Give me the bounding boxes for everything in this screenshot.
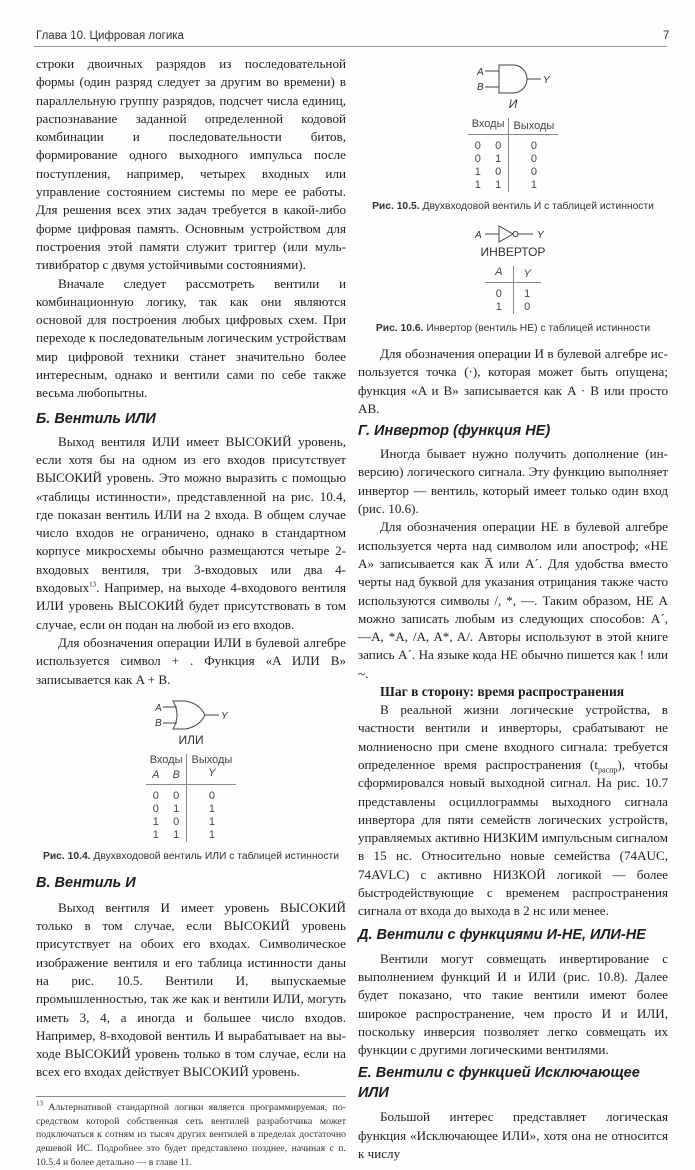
table-cell: 0 — [495, 166, 502, 178]
table-row — [146, 816, 237, 829]
input-a-label: A — [477, 67, 484, 78]
table-cell: 0 — [509, 166, 558, 179]
gate-label: И — [508, 97, 518, 111]
table-row — [468, 153, 559, 166]
paragraph: Для обозначения операции И в булевой алгебре используется точка (·), которая может быть опущена; функция «A и B» записывается как A · B или просто AB. — [358, 346, 668, 416]
inverter-symbol — [473, 223, 553, 245]
table-row — [468, 179, 559, 192]
figure-caption — [358, 322, 668, 335]
or-gate-symbol — [141, 697, 241, 733]
right-column — [358, 55, 668, 1163]
output-y-label: Y — [221, 710, 228, 722]
outputs-header: Выходы — [187, 754, 236, 767]
footnote-mark: 13 — [36, 1099, 43, 1108]
table-cell: 1 — [474, 179, 481, 191]
table-cell: 1 — [513, 283, 541, 302]
section-heading-not: Г. Инвертор (функция НЕ) — [358, 423, 551, 440]
caption-text: Двухвходовой вентиль ИЛИ с таблицей истинности — [93, 850, 339, 862]
text: В реальной жизни логические устройства, в частности вентили и инверторы, срабатывают не молниеносно при смене входного сигнала: требуется определенное время распространения (t — [358, 702, 668, 772]
paragraph: Вентили могут совмещать инвертирование с выполнением функций И и ИЛИ (рис. 10.8). Далее будет показано, что такие вентили имеют более широкое распространение, чем просто И и ИЛИ, поскольку инверсия позволяет легко совмещать их функции с другими логическими вентилями. — [358, 950, 668, 1058]
table-cell: 0 — [495, 140, 502, 152]
table-cell: 1 — [173, 802, 180, 815]
section-heading-and: В. Вентиль И — [36, 874, 136, 891]
output-y-label: Y — [537, 230, 544, 241]
table-cell: 1 — [474, 166, 481, 178]
gate-label: ИНВЕРТОР — [480, 245, 546, 259]
table-cell: 1 — [187, 829, 236, 842]
section-heading-nand-nor: Д. Вентили с функциями И-НЕ, ИЛИ-НЕ — [358, 926, 646, 943]
table-cell: 1 — [495, 301, 502, 313]
truth-table-inverter — [485, 266, 541, 314]
col-a: A — [485, 266, 513, 283]
table-cell: 0 — [173, 789, 180, 802]
caption-text: Инвертор (вентиль НЕ) с таблицей истинности — [426, 323, 651, 334]
table-cell: 1 — [495, 153, 502, 165]
truth-table-or — [146, 754, 237, 842]
paragraph: Вначале следует рассмотреть вентили и комбинационную логику, так как они являются основой для построения любых цифровых схем. При переходе к последовательным логическим устройствам мир цифровой техники станет значительно более интересным, однако и вентили сами по себе также весьма любопытны. — [36, 275, 346, 401]
paragraph — [36, 433, 346, 634]
table-row — [146, 803, 237, 816]
table-cell: 0 — [509, 135, 558, 154]
col-y: Y — [513, 266, 541, 283]
table-cell: 0 — [474, 153, 481, 165]
caption-number: Рис. 10.4. — [42, 850, 91, 862]
table-cell: 0 — [495, 288, 502, 300]
figure-caption — [36, 850, 346, 863]
col-b: B — [166, 767, 187, 785]
caption-number: Рис. 10.5. — [372, 201, 420, 212]
subscript: распр — [597, 765, 618, 775]
col-a: A — [146, 767, 166, 785]
paragraph: Для обозначения операции ИЛИ в булевой алгебре используется символ + . Функция «A ИЛИ B» записывается как A + B. — [36, 634, 346, 687]
paragraph: Выход вентиля И имеет уровень ВЫСОКИЙ только в том случае, если ВЫСОКИЙ уровень присутствует на обоих его входах. Символическое изображение вентиля и его таблица истинности даны на рис. 10.5. Вентили И, выпускаемые промышленностью, так же как и вентили ИЛИ, могуть иметь 3, 4, а иногда и большее число входов. Например, 8-входовой вентиль И вырабатывает на выходе ВЫСОКИЙ уровень только в том случае, если на всех его входах действует ВЫСОКИЙ уровень. — [36, 899, 346, 1080]
gate-label: ИЛИ — [178, 732, 204, 747]
figure-and-gate — [358, 61, 668, 192]
page-number: 7 — [663, 30, 670, 42]
table-cell: 0 — [152, 802, 159, 815]
col-y: Y — [187, 767, 236, 785]
text: ), чтобы сформировался новый выходной сигнал. На рис. 10.7 представлены осциллограммы выходного сигнала инвертора для пяти семейств логических устройств, управляемых активно НИЗКИМ импульсным сигналом в 15 нс. Относительно новые семейства (74AUC, 74AVLC) с активно НИЗКОЙ логикой — более быстродействующие с временем распространения сигнала от входа до выхода в 2 нс или менее. — [358, 756, 668, 919]
footnote-rule — [36, 1096, 346, 1097]
table-cell: 0 — [173, 815, 180, 828]
table-cell: 1 — [173, 828, 180, 841]
table-row — [485, 301, 541, 314]
text: Выход вентиля ИЛИ имеет ВЫСОКИЙ уровень, если хотя бы на одном из его входов присутствует ВЫСОКИЙ уровень. Это можно выразить с помощью «таблицы истинности», представленной на рис. 10.4, где показан вентиль ИЛИ на 2 входа. В общем случае число входов не ограничено, однако в стандартном корпусе микросхемы обычно размещаются четыре 2-входовых вентиля, три 3-входовых или два 4-входовых — [36, 433, 346, 596]
table-row — [146, 829, 237, 842]
text: . Например, на выходе 4-входового вентиля ИЛИ уровень ВЫСОКИЙ будет присутствовать в том случае, если он подан на любой из его входов. — [36, 580, 346, 632]
output-y-label: Y — [543, 75, 550, 86]
table-cell: 0 — [187, 784, 236, 803]
input-a-label: A — [475, 230, 482, 241]
inputs-header: Входы — [149, 753, 183, 766]
paragraph: Для обозначения операции НЕ в булевой алгебре используется черта над символом или апостроф; «НЕ A» записывается как A̅ или A´. Для удобства вместо черты над буквой для указания отрицания также часто используются символы /, *, —. Таким образом, НЕ A можно записать любым из следующих способов: A´, —A, *A, /A, A*, A/. Авторы используют в этой книге запись A´. На языке кода НЕ обычно пишется как ! или ~. — [358, 519, 668, 681]
page-body — [36, 55, 668, 1170]
table-row — [146, 784, 237, 803]
input-a-label: A — [155, 702, 162, 714]
footnote-ref[interactable]: 13 — [89, 580, 97, 589]
footnote — [36, 1101, 346, 1170]
sidebar-heading: Шаг в сторону: время распространения — [380, 684, 625, 700]
table-cell: 1 — [187, 816, 236, 829]
paragraph — [358, 701, 668, 921]
header-rule — [34, 46, 667, 47]
table-cell: 0 — [513, 301, 541, 314]
paragraph: Большой интерес представляет логическая функция «Исключающее ИЛИ», хотя она не относится к числу — [358, 1109, 668, 1161]
input-b-label: B — [155, 717, 162, 729]
section-heading-or: Б. Вентиль ИЛИ — [36, 410, 156, 427]
table-cell: 1 — [495, 179, 502, 191]
section-heading-xor: Е. Вентили с функцией Исключающее ИЛИ — [358, 1065, 640, 1102]
figure-caption — [358, 200, 668, 213]
paragraph: Иногда бывает нужно получить дополнение (инверсию) логического сигнала. Эту функцию выполняет инвертор — вентиль, который имеет только один вход (рис. 10.6). — [358, 446, 668, 517]
running-header: Глава 10. Цифровая логика — [36, 30, 184, 42]
left-column — [36, 55, 346, 1170]
table-row — [485, 283, 541, 302]
table-row — [468, 166, 559, 179]
caption-number: Рис. 10.6. — [375, 323, 424, 334]
caption-text: Двухвходовой вентиль И с таблицей истинности — [422, 201, 654, 212]
table-cell: 1 — [187, 803, 236, 816]
table-cell: 0 — [509, 153, 558, 166]
paragraph: строки двоичных разрядов из последовательной формы (один разряд следует за другим во времени) в параллельную группу разрядов, подсчет числа единиц, распознавание заданной определенной кодовой комбинации и последовательности битов, формирование одного выходного импульса после поступления, например, четырех входных или управление состоянием системы по мере ее работы. Для решения всех этих задач требуется в какой-либо форме цифровая память. Основным устройством для построения этой памяти служит триггер (или мультивибратор с двумя устойчивыми состояниями). — [36, 56, 346, 273]
and-gate-symbol — [463, 61, 563, 97]
inputs-header: Входы — [468, 118, 509, 135]
table-row — [468, 135, 559, 154]
truth-table-and — [468, 118, 559, 192]
input-b-label: B — [477, 82, 484, 93]
table-cell: 1 — [509, 179, 558, 192]
outputs-header: Выходы — [509, 118, 558, 135]
table-cell: 0 — [474, 140, 481, 152]
table-cell: 0 — [152, 789, 159, 802]
footnote-text: Альтернативой стандартной логики является программируемая, посредством которой собственная сеть вентилей разработчика может подключаться к сотням из тысяч других вентилей в пределах достаточно дешевой ИС. Подробнее это будет представлено позднее, начиная с п. 10.5.4 и более детально — в главе 11. — [36, 1101, 347, 1168]
table-cell: 1 — [152, 815, 159, 828]
table-cell: 1 — [152, 828, 159, 841]
figure-or-gate — [36, 697, 346, 842]
figure-inverter — [358, 223, 668, 314]
